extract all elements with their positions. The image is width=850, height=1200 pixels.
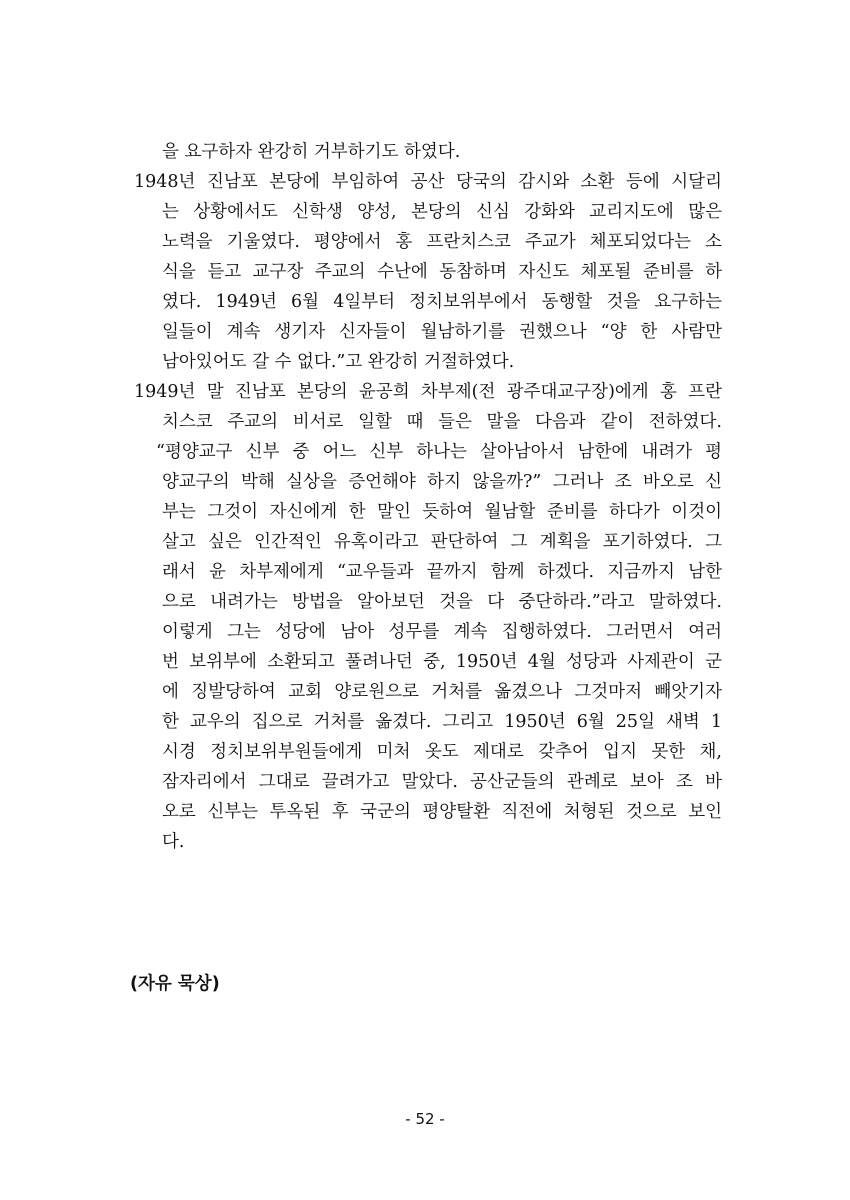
body-line: 노력을 기울였다. 평양에서 홍 프란치스코 주교가 체포되었다는 소 <box>162 232 722 252</box>
body-line: 부는 그것이 자신에게 한 말인 듯하여 월남할 준비를 하다가 이것이 <box>162 502 722 522</box>
body-line: 1948년 진남포 본당에 부임하여 공산 당국의 감시와 소환 등에 시달리 <box>134 172 722 192</box>
body-line: 다. <box>162 832 185 852</box>
section-heading: (자유 묵상) <box>130 974 220 994</box>
body-line: 오로 신부는 투옥된 후 국군의 평양탈환 직전에 처형된 것으로 보인 <box>162 802 722 822</box>
body-line: 래서 윤 차부제에게 “교우들과 끝까지 함께 하겠다. 지금까지 남한 <box>162 562 722 582</box>
body-line: 번 보위부에 소환되고 풀려나던 중, 1950년 4월 성당과 사제관이 군 <box>162 652 722 672</box>
body-line: 이렇게 그는 성당에 남아 성무를 계속 집행하였다. 그러면서 여러 <box>162 622 722 642</box>
body-line: 였다. 1949년 6월 4일부터 정치보위부에서 동행할 것을 요구하는 <box>162 292 722 312</box>
body-line: 남아있어도 갈 수 없다.”고 완강히 거절하였다. <box>162 352 515 372</box>
body-line: 식을 듣고 교구장 주교의 수난에 동참하며 자신도 체포될 준비를 하 <box>162 262 722 282</box>
body-line: “평양교구 신부 중 어느 신부 하나는 살아남아서 남한에 내려가 평 <box>156 442 722 462</box>
body-line: 잠자리에서 그대로 끌려가고 말았다. 공산군들의 관례로 보아 조 바 <box>162 772 722 792</box>
body-line: 한 교우의 집으로 거처를 옮겼다. 그리고 1950년 6월 25일 새벽 1 <box>162 712 722 732</box>
body-line: 1949년 말 진남포 본당의 윤공희 차부제(전 광주대교구장)에게 홍 프란 <box>134 382 722 402</box>
body-line: 는 상황에서도 신학생 양성, 본당의 신심 강화와 교리지도에 많은 <box>162 202 722 222</box>
body-line: 에 징발당하여 교회 양로원으로 거처를 옮겼으나 그것마저 빼앗기자 <box>162 682 722 702</box>
body-line: 양교구의 박해 실상을 증언해야 하지 않을까?” 그러나 조 바오로 신 <box>162 472 722 492</box>
page-number: - 52 - <box>405 1110 445 1128</box>
body-line: 시경 정치보위부원들에게 미처 옷도 제대로 갖추어 입지 못한 채, <box>162 742 722 762</box>
body-line: 일들이 계속 생기자 신자들이 월남하기를 권했으나 “양 한 사람만 <box>162 322 722 342</box>
body-line: 치스코 주교의 비서로 일할 때 들은 말을 다음과 같이 전하였다. <box>162 412 722 432</box>
body-line: 을 요구하자 완강히 거부하기도 하였다. <box>162 142 461 162</box>
body-line: 으로 내려가는 방법을 알아보던 것을 다 중단하라.”라고 말하였다. <box>162 592 722 612</box>
body-line: 살고 싶은 인간적인 유혹이라고 판단하여 그 계획을 포기하였다. 그 <box>162 532 722 552</box>
